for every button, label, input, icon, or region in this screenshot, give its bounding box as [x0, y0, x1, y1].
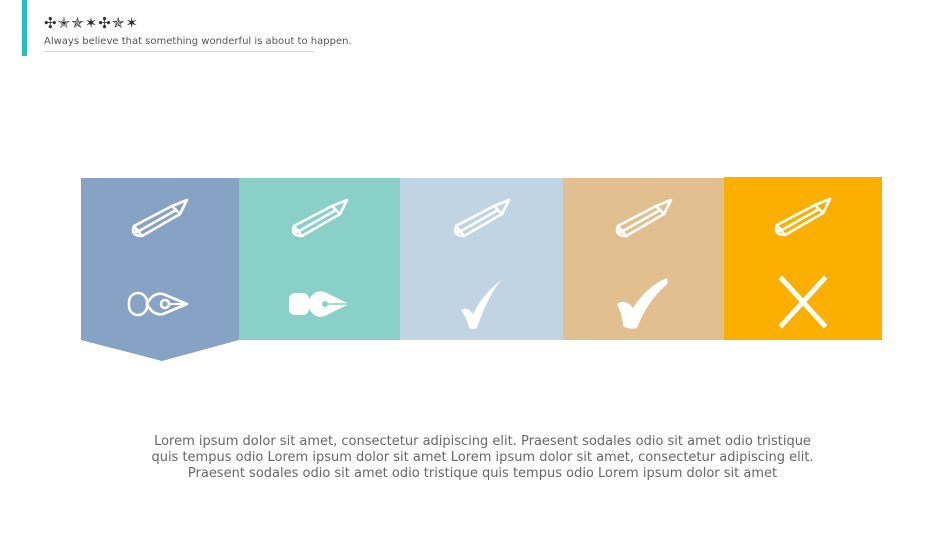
panel-4: [563, 178, 724, 340]
pen-nib-solid-icon: [285, 276, 355, 332]
panel-2: [239, 178, 400, 340]
panel-3: [400, 178, 563, 340]
page-title: ✣✭✯✶✣✯✶: [44, 14, 139, 32]
panel-1: [81, 178, 239, 361]
pencil-icon: [128, 196, 192, 242]
pencil-icon: [612, 196, 676, 242]
cross-icon: [768, 275, 838, 331]
pencil-icon: [771, 195, 835, 241]
body-paragraph: Lorem ipsum dolor sit amet, consectetur adipiscing elit. Praesent sodales odio sit amet odio tristique quis tempus odio Lorem ipsum dolor sit amet Lorem ipsum dolor sit amet, consectetur adipiscing elit. Praesent sodales odio sit amet odio tristique quis tempus odio Lorem ipsum dolor sit amet: [151, 434, 814, 481]
pen-nib-outline-icon: [125, 276, 195, 332]
tagline: Always believe that something wonderful is about to happen.: [44, 36, 314, 52]
check-bold-icon: [609, 276, 679, 332]
accent-bar: [22, 0, 27, 56]
header: [44, 12, 352, 52]
pencil-icon: [450, 196, 514, 242]
pencil-icon: [288, 196, 352, 242]
panel-5: [724, 177, 882, 340]
check-thin-icon: [447, 276, 517, 332]
